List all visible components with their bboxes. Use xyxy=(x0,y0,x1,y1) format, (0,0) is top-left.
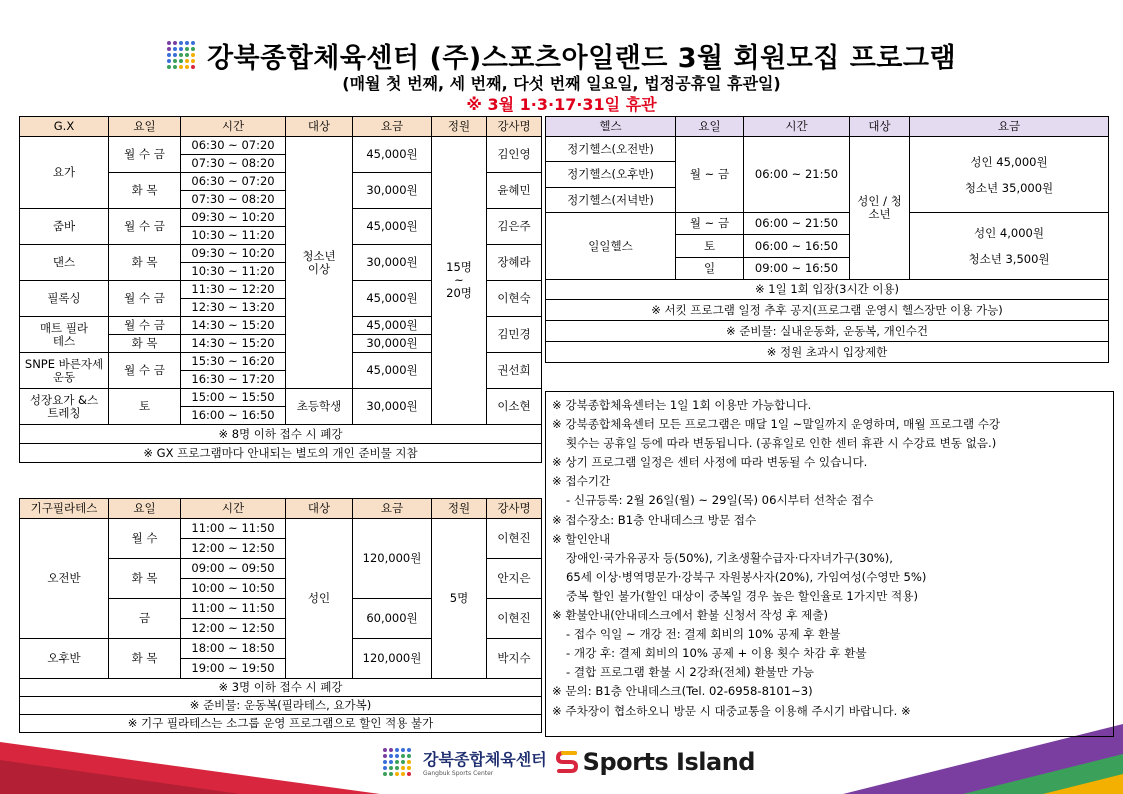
title-row xyxy=(0,30,1123,72)
pilates-col-capacity: 정원 xyxy=(432,499,487,519)
closing-days-subtitle: (매월 첫 번째, 세 번째, 다섯 번째 일요일, 법정공휴일 휴관일) xyxy=(342,74,781,93)
time-cell: 15:30 ~ 16:20 xyxy=(181,353,286,371)
pilates-afternoon: 오후반 xyxy=(20,639,109,679)
fee-cell: 60,000원 xyxy=(353,599,432,639)
health-col-fee: 요금 xyxy=(910,117,1109,137)
info-line: ※ 강북종합체육센터 모든 프로그램은 매달 1일 ~말일까지 운영하며, 매월 프로그램 수강 xyxy=(552,417,1001,432)
day-cell: 월 수 xyxy=(109,519,181,559)
info-line: 65세 이상·병역명문가·강북구 자원봉사자(20%), 가임여성(수영만 5%) xyxy=(566,569,927,584)
health-col-time: 시간 xyxy=(744,117,850,137)
fee-cell: 45,000원 xyxy=(353,209,432,245)
health-table xyxy=(545,116,1109,363)
time-cell: 16:00 ~ 16:50 xyxy=(181,407,286,425)
center-name-en: Gangbuk Sports Center xyxy=(423,770,494,777)
instructor-cell: 김민경 xyxy=(487,317,542,353)
time-cell: 12:30 ~ 13:20 xyxy=(181,299,286,317)
health-regular-am: 정기헬스(오전반) xyxy=(546,137,676,162)
program-snpe: SNPE 바른자세운동 xyxy=(20,353,109,389)
gx-col-target: 대상 xyxy=(286,117,353,137)
health-note-circuit: ※ 서킷 프로그램 일정 추후 공지(프로그램 운영시 헬스장만 이용 가능) xyxy=(546,300,1109,321)
info-line: ※ 주차장이 협소하오니 방문 시 대중교통을 이용해 주시기 바랍니다. ※ xyxy=(552,703,911,718)
pilates-col-fee: 요금 xyxy=(353,499,432,519)
table-row xyxy=(546,321,1109,342)
time-cell: 12:00 ~ 12:50 xyxy=(181,619,286,639)
program-piloxing: 필록싱 xyxy=(20,281,109,317)
program-dance: 댄스 xyxy=(20,245,109,281)
time-cell: 06:00 ~ 16:50 xyxy=(744,235,850,258)
fee-youth: 청소년 3,500원 xyxy=(968,252,1050,266)
time-cell: 09:00 ~ 16:50 xyxy=(744,258,850,280)
time-cell: 11:00 ~ 11:50 xyxy=(181,599,286,619)
pilates-col-day: 요일 xyxy=(109,499,181,519)
instructor-cell: 안지은 xyxy=(487,559,542,599)
time-cell: 11:30 ~ 12:20 xyxy=(181,281,286,299)
footer-logo xyxy=(383,745,755,779)
fee-cell: 45,000원 xyxy=(353,137,432,173)
info-line: - 결합 프로그램 환불 시 2강좌(전체) 환불만 가능 xyxy=(566,665,814,680)
center-name-block xyxy=(423,747,547,777)
fee-cell: 30,000원 xyxy=(353,245,432,281)
gx-note-cancel: ※ 8명 이하 접수 시 폐강 xyxy=(20,425,542,444)
gx-col-fee: 요금 xyxy=(353,117,432,137)
time-cell: 11:00 ~ 11:50 xyxy=(181,519,286,539)
health-note-capacity: ※ 정원 초과시 입장제한 xyxy=(546,342,1109,363)
day-cell: 월 수 금 xyxy=(109,209,181,245)
info-line: ※ 환불안내(안내데스크에서 환불 신청서 작성 후 제출) xyxy=(552,608,829,623)
time-cell: 06:30 ~ 07:20 xyxy=(181,173,286,191)
program-yoga: 요가 xyxy=(20,137,109,209)
instructor-cell: 김은주 xyxy=(487,209,542,245)
fee-cell: 30,000원 xyxy=(353,335,432,353)
health-note-supplies: ※ 준비물: 실내운동화, 운동복, 개인수건 xyxy=(546,321,1109,342)
target-child: 초등학생 xyxy=(286,389,353,425)
health-col-program: 헬스 xyxy=(546,117,676,137)
day-cell: 화 목 xyxy=(109,245,181,281)
fee-cell: 30,000원 xyxy=(353,173,432,209)
time-cell: 07:30 ~ 08:20 xyxy=(181,155,286,173)
health-regular-fee xyxy=(910,137,1109,213)
table-row xyxy=(20,425,542,444)
info-line: - 개강 후: 결제 회비의 10% 공제 + 이용 횟수 차감 후 환불 xyxy=(566,646,867,661)
day-cell: 화 목 xyxy=(109,173,181,209)
instructor-cell: 장혜라 xyxy=(487,245,542,281)
day-cell: 금 xyxy=(109,599,181,639)
day-cell: 토 xyxy=(109,389,181,425)
health-daily: 일일헬스 xyxy=(546,213,676,280)
instructor-cell: 김인영 xyxy=(487,137,542,173)
time-cell: 09:30 ~ 10:20 xyxy=(181,209,286,227)
sports-island-logo xyxy=(555,748,755,776)
info-line: ※ 문의: B1층 안내데스크(Tel. 02-6958-8101~3) xyxy=(552,684,813,699)
health-header-row xyxy=(546,117,1109,137)
day-cell: 월 수 금 xyxy=(109,137,181,173)
pilates-col-target: 대상 xyxy=(286,499,353,519)
gx-note-supplies: ※ GX 프로그램마다 안내되는 별도의 개인 준비물 지참 xyxy=(20,444,542,463)
time-cell: 15:00 ~ 15:50 xyxy=(181,389,286,407)
fee-cell: 30,000원 xyxy=(353,389,432,425)
fee-adult: 성인 45,000원 xyxy=(970,154,1048,169)
time-cell: 10:00 ~ 10:50 xyxy=(181,579,286,599)
gx-col-instructor: 강사명 xyxy=(487,117,542,137)
table-row xyxy=(20,519,542,539)
pilates-col-instructor: 강사명 xyxy=(487,499,542,519)
brand-name: Sports Island xyxy=(582,748,755,776)
holiday-notice: ※ 3월 1·3·17·31일 휴관 xyxy=(466,95,657,114)
center-logo-small-icon xyxy=(383,748,411,776)
pilates-col-time: 시간 xyxy=(181,499,286,519)
time-cell: 19:00 ~ 19:50 xyxy=(181,659,286,679)
fee-cell: 45,000원 xyxy=(353,353,432,389)
center-name: 강북종합체육센터 xyxy=(423,750,547,769)
fee-youth: 청소년 35,000원 xyxy=(964,180,1054,195)
sports-island-s-icon xyxy=(555,749,579,775)
gx-col-day: 요일 xyxy=(109,117,181,137)
time-cell: 10:30 ~ 11:20 xyxy=(181,263,286,281)
fee-cell: 120,000원 xyxy=(353,519,432,599)
time-cell: 16:30 ~ 17:20 xyxy=(181,371,286,389)
time-cell: 12:00 ~ 12:50 xyxy=(181,539,286,559)
gx-col-program: G.X xyxy=(20,117,109,137)
health-note-entry: ※ 1일 1회 입장(3시간 이용) xyxy=(546,280,1109,300)
day-cell: 월 수 금 xyxy=(109,317,181,335)
instructor-cell: 이현진 xyxy=(487,519,542,559)
info-notice-box xyxy=(545,391,1114,737)
info-line: ※ 상기 프로그램 일정은 센터 사정에 따라 변동될 수 있습니다. xyxy=(552,455,868,470)
pilates-morning: 오전반 xyxy=(20,519,109,639)
pilates-col-program: 기구필라테스 xyxy=(20,499,109,519)
instructor-cell: 박지수 xyxy=(487,639,542,679)
time-cell: 10:30 ~ 11:20 xyxy=(181,227,286,245)
info-line: 횟수는 공휴일 등에 따라 변동됩니다. (공휴일로 인한 센터 휴관 시 수강료 변동 없음.) xyxy=(566,436,997,451)
table-row xyxy=(546,137,1109,162)
gx-header-row xyxy=(20,117,542,137)
gx-table xyxy=(19,116,542,463)
day-cell: 월 수 금 xyxy=(109,281,181,317)
pilates-table xyxy=(19,498,542,733)
gx-capacity: 15명 ~ 20명 xyxy=(432,137,487,425)
health-col-day: 요일 xyxy=(676,117,744,137)
gx-col-time: 시간 xyxy=(181,117,286,137)
table-row xyxy=(546,300,1109,321)
instructor-cell: 이현진 xyxy=(487,599,542,639)
time-cell: 06:30 ~ 07:20 xyxy=(181,137,286,155)
table-row xyxy=(20,444,542,463)
day-cell: 화 목 xyxy=(109,559,181,599)
pilates-note-cancel: ※ 3명 이하 접수 시 폐강 xyxy=(20,679,542,697)
day-cell: 화 목 xyxy=(109,639,181,679)
health-target: 성인 / 청소년 xyxy=(850,137,910,280)
time-cell: 06:00 ~ 21:50 xyxy=(744,213,850,235)
time-cell: 07:30 ~ 08:20 xyxy=(181,191,286,209)
instructor-cell: 권선희 xyxy=(487,353,542,389)
info-line: ※ 접수장소: B1층 안내데스크 방문 접수 xyxy=(552,512,757,527)
time-cell: 14:30 ~ 15:20 xyxy=(181,335,286,353)
info-line: 중복 할인 불가(할인 대상이 중복일 경우 높은 할인율로 1가지만 적용) xyxy=(566,588,918,603)
time-cell: 09:30 ~ 10:20 xyxy=(181,245,286,263)
footer-left-stripes xyxy=(0,730,380,794)
pilates-target: 성인 xyxy=(286,519,353,679)
target-youth: 청소년 이상 xyxy=(286,137,353,389)
fee-cell: 120,000원 xyxy=(353,639,432,679)
program-zumba: 줌바 xyxy=(20,209,109,245)
program-growth-yoga: 성장요가 &스트레칭 xyxy=(20,389,109,425)
day-cell: 월 ~ 금 xyxy=(676,213,744,235)
program-mat-pilates: 매트 필라테스 xyxy=(20,317,109,353)
table-row xyxy=(546,280,1109,300)
table-row xyxy=(20,679,542,697)
health-regular-pm: 정기헬스(오후반) xyxy=(546,162,676,188)
info-line: - 접수 익일 ~ 개강 전: 결제 회비의 10% 공제 후 환불 xyxy=(566,627,841,642)
instructor-cell: 윤혜민 xyxy=(487,173,542,209)
table-row xyxy=(20,137,542,155)
pilates-note-discount: ※ 기구 필라테스는 소그룹 운영 프로그램으로 할인 적용 불가 xyxy=(20,715,542,733)
pilates-header-row xyxy=(20,499,542,519)
fee-cell: 45,000원 xyxy=(353,281,432,317)
table-row xyxy=(546,213,1109,235)
day-cell: 일 xyxy=(676,258,744,280)
info-line: ※ 할인안내 xyxy=(552,531,611,546)
pilates-capacity: 5명 xyxy=(432,519,487,679)
time-cell: 06:00 ~ 21:50 xyxy=(744,137,850,213)
day-cell: 월 수 금 xyxy=(109,353,181,389)
health-col-target: 대상 xyxy=(850,117,910,137)
info-line: ※ 강북종합체육센터는 1일 1회 이용만 가능합니다. xyxy=(552,398,812,412)
info-line: - 신규등록: 2월 26일(월) ~ 29일(목) 06시부터 선착순 접수 xyxy=(566,493,874,508)
day-cell: 화 목 xyxy=(109,335,181,353)
table-row xyxy=(20,715,542,733)
day-cell: 월 ~ 금 xyxy=(676,137,744,213)
instructor-cell: 이현숙 xyxy=(487,281,542,317)
table-row xyxy=(546,342,1109,363)
pilates-note-supplies: ※ 준비물: 운동복(필라테스, 요가복) xyxy=(20,697,542,715)
time-cell: 14:30 ~ 15:20 xyxy=(181,317,286,335)
time-cell: 18:00 ~ 18:50 xyxy=(181,639,286,659)
gx-col-capacity: 정원 xyxy=(432,117,487,137)
info-line: ※ 접수기간 xyxy=(552,474,611,489)
instructor-cell: 이소현 xyxy=(487,389,542,425)
page-title xyxy=(167,36,956,75)
health-daily-fee xyxy=(910,213,1109,280)
time-cell: 09:00 ~ 09:50 xyxy=(181,559,286,579)
table-row xyxy=(20,697,542,715)
center-logo-icon xyxy=(167,41,195,69)
info-line: 장애인·국가유공자 등(50%), 기초생활수급자·다자녀가구(30%), xyxy=(566,550,893,565)
health-regular-eve: 정기헬스(저녁반) xyxy=(546,188,676,213)
fee-adult: 성인 4,000원 xyxy=(974,226,1044,240)
page-title-text: 강북종합체육센터 (주)스포츠아일랜드 3월 회원모집 프로그램 xyxy=(206,42,957,74)
fee-cell: 45,000원 xyxy=(353,317,432,335)
day-cell: 토 xyxy=(676,235,744,258)
